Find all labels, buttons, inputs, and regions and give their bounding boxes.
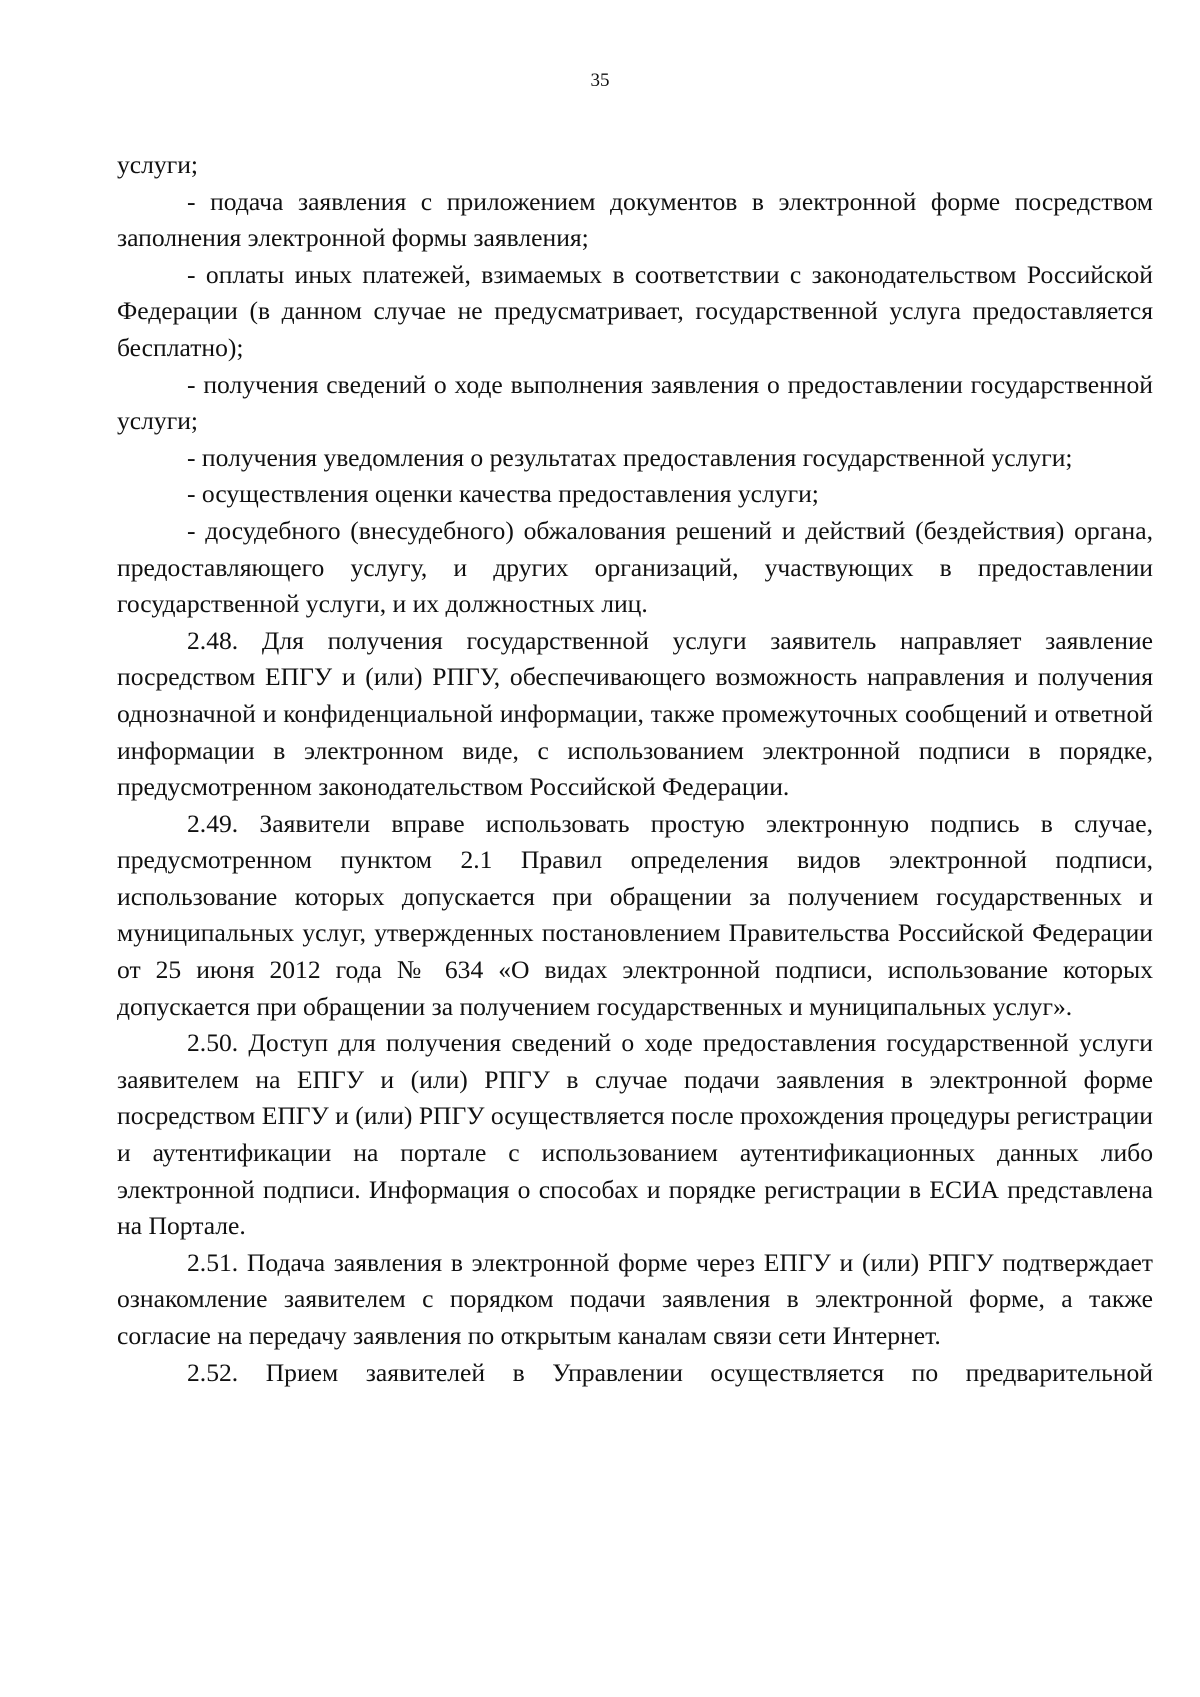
paragraph-2-49: 2.49. Заявители вправе использовать простую электронную подпись в случае, предусмотренном пунктом 2.1 Правил определения видов электронной подписи, использование которых допускается при обращении за получением государственных и муниципальных услуг, утвержденных постановлением Правительства Российской Федерации от 25 июня 2012 года № 634 «О видах электронной подписи, использование которых допускается при обращении за получением государственных и муниципальных услуг». (117, 808, 1153, 1021)
paragraph-2-48: 2.48. Для получения государственной услуги заявитель направляет заявление посредством ЕПГУ и (или) РПГУ, обеспечивающего возможность направления и получения однозначной и конфиденциальной информации, также промежуточных сообщений и ответной информации в электронном виде, с использованием электронной подписи в порядке, предусмотренном законодательством Российской Федерации. (117, 625, 1153, 802)
paragraph-2-50: 2.50. Доступ для получения сведений о ходе предоставления государственной услуги заявителем на ЕПГУ и (или) РПГУ в случае подачи заявления в электронной форме посредством ЕПГУ и (или) РПГУ осуществляется после прохождения процедуры регистрации и аутентификации на портале с использованием аутентификационных данных либо электронной подписи. Информация о способах и порядке регистрации в ЕСИА представлена на Портале. (117, 1028, 1153, 1241)
list-item: - осуществления оценки качества предоставления услуги; (187, 479, 819, 509)
list-item: - получения сведений о ходе выполнения заявления о предоставлении государственной услуги; (117, 369, 1153, 436)
list-item: - оплаты иных платежей, взимаемых в соответствии с законодательством Российской Федерации (в данном случае не предусматривает, государственной услуга предоставляется бесплатно); (117, 259, 1153, 362)
paragraph-2-51: 2.51. Подача заявления в электронной форме через ЕПГУ и (или) РПГУ подтверждает ознакомление заявителем с порядком подачи заявления в электронной форме, а также согласие на передачу заявления по открытым каналам связи сети Интернет. (117, 1247, 1153, 1350)
list-item: - получения уведомления о результатах предоставления государственной услуги; (187, 442, 1073, 472)
paragraph-2-52: 2.52. Прием заявителей в Управлении осуществляется по предварительной (187, 1357, 1153, 1387)
document-body (117, 147, 1153, 1391)
list-item: - подача заявления с приложением документов в электронной форме посредством заполнения электронной формы заявления; (117, 186, 1153, 253)
page-number: 35 (590, 70, 610, 91)
paragraph: услуги; (117, 150, 199, 179)
list-item: - досудебного (внесудебного) обжалования решений и действий (бездействия) органа, предоставляющего услугу, и других организаций, участвующих в предоставлении государственной услуги, и их должностных лиц. (117, 515, 1153, 619)
